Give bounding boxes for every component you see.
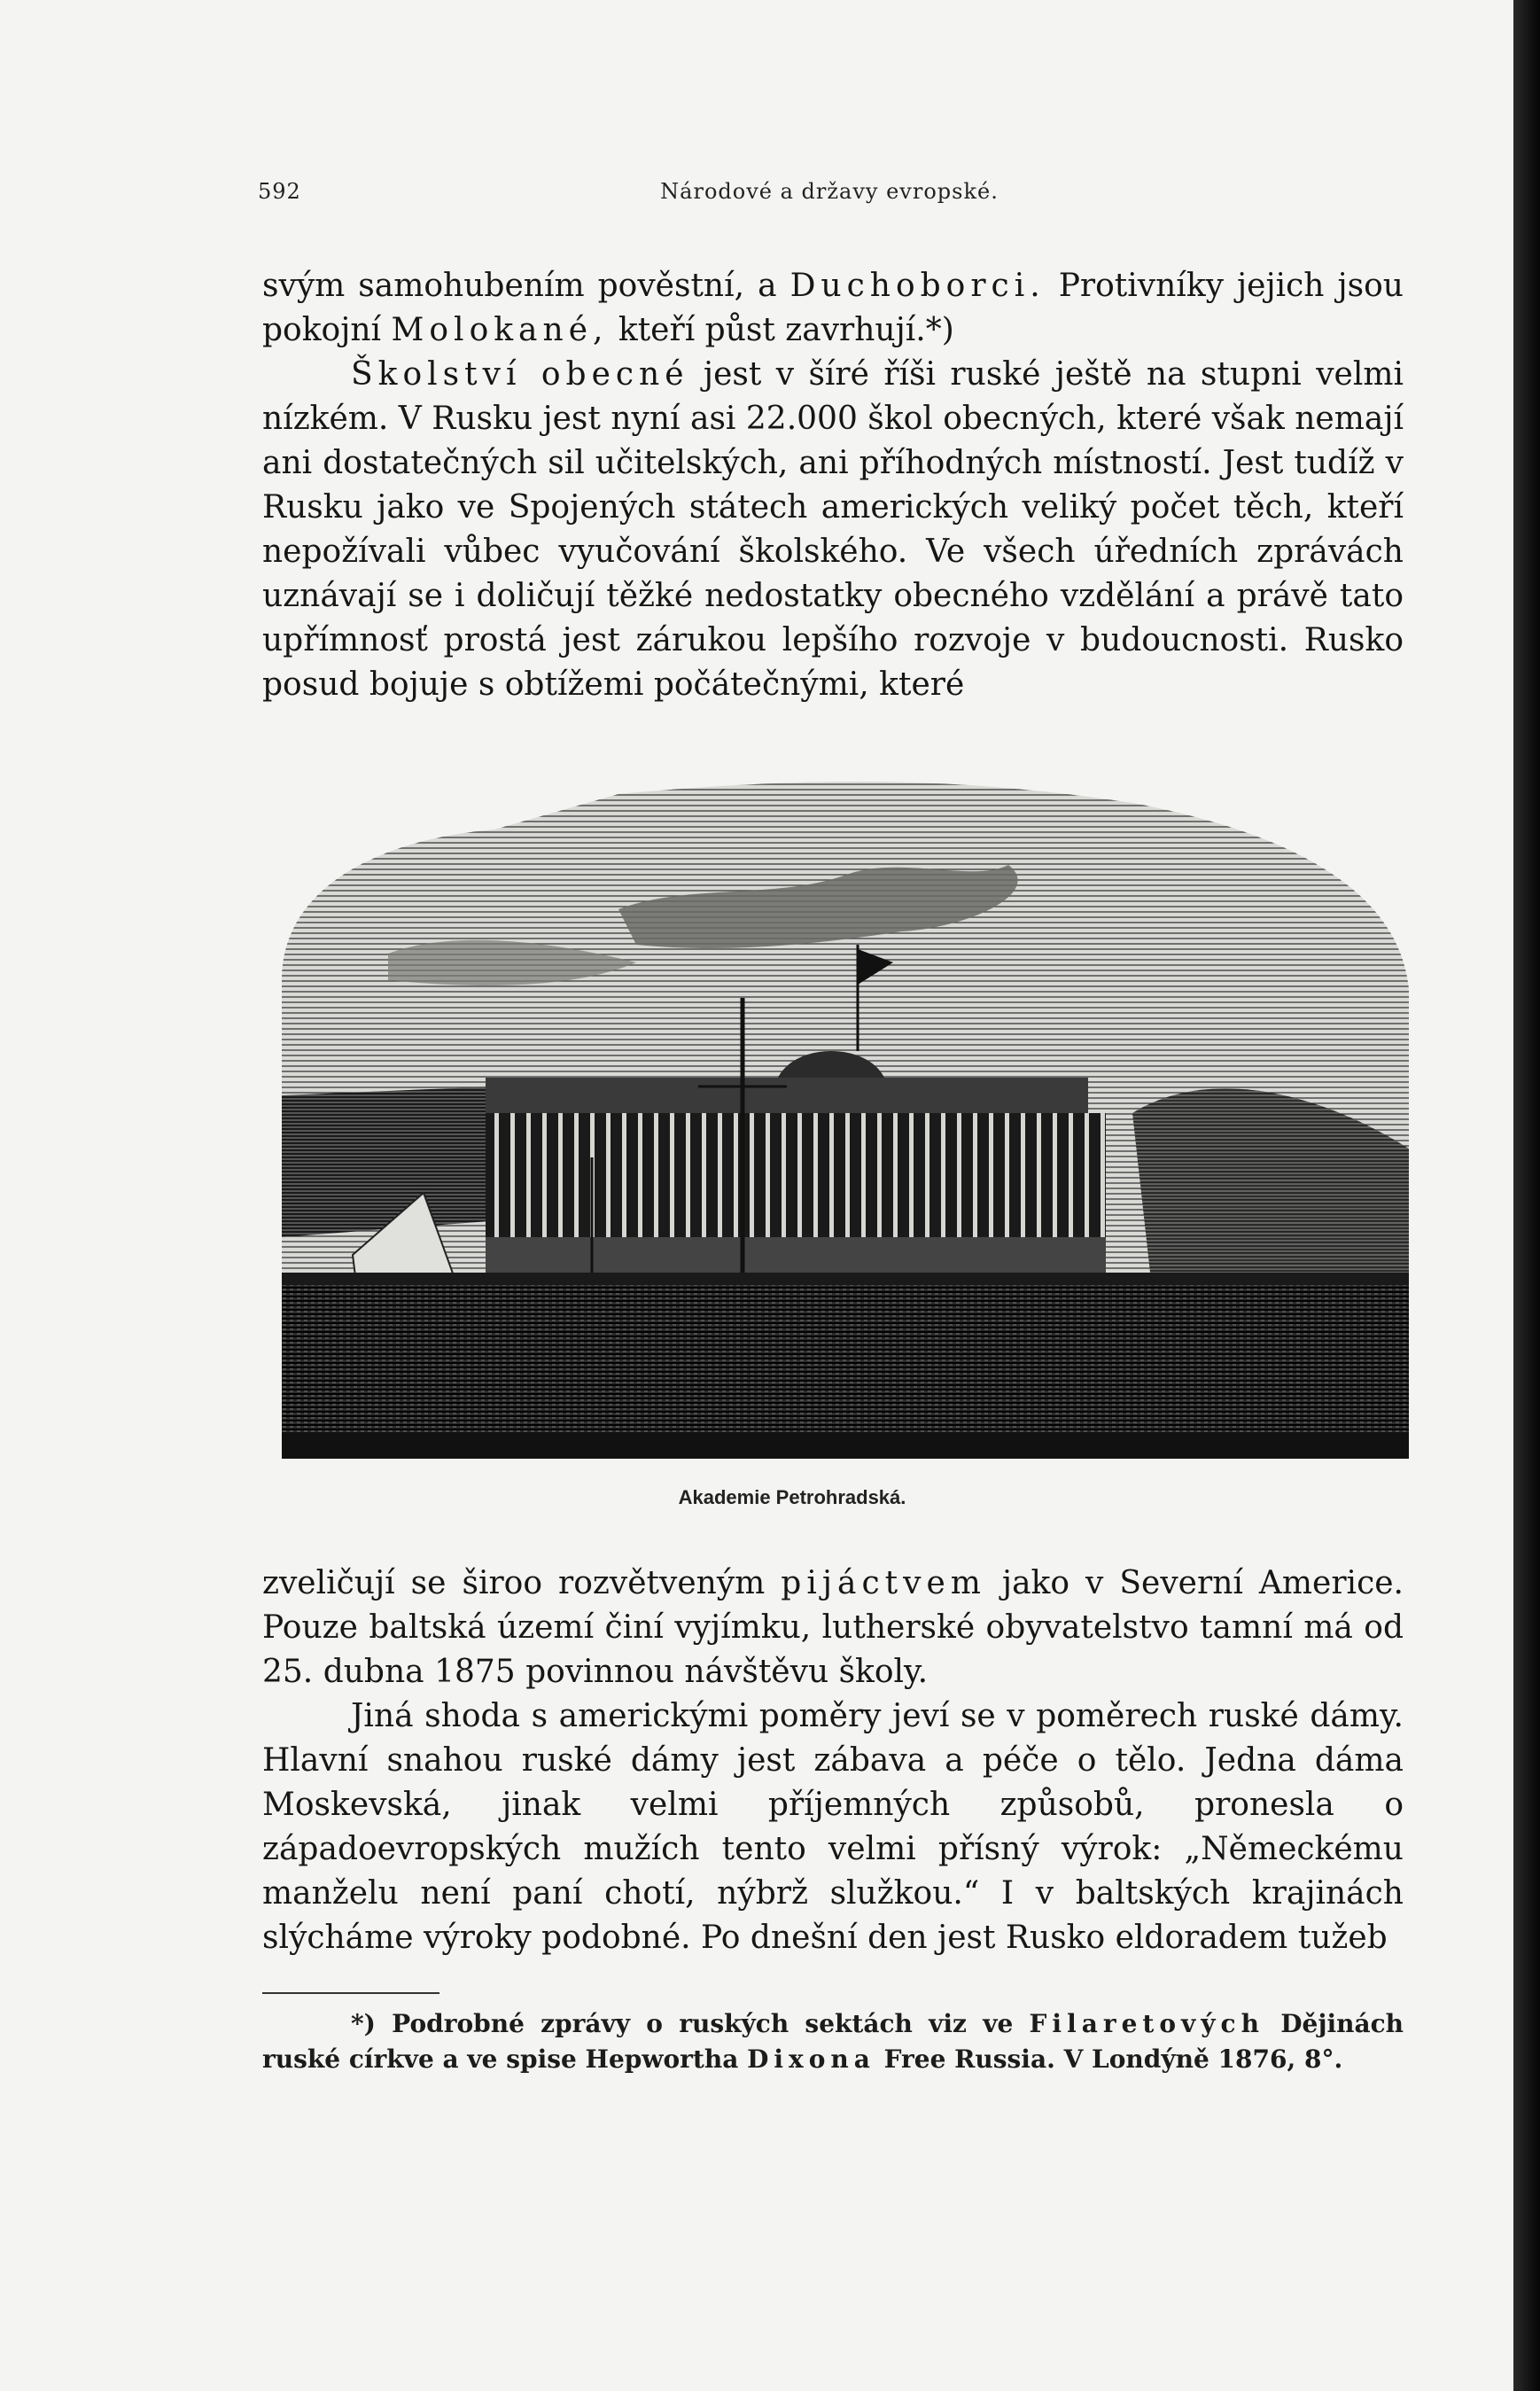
text-run: *) Podrobné zprávy o ruských sektách viz ve bbox=[351, 2009, 1030, 2038]
text-run: jako v Severní Americe. Pouze baltská území činí vyjímku, lutherské obyvatelstvo tamní má od 25. dubna 1875 povinnou návštěvu školy. bbox=[262, 1565, 1404, 1690]
body-text-bottom bbox=[262, 1562, 1404, 1960]
running-title: Národové a državy evropské. bbox=[660, 179, 999, 204]
text-run: Protivníky jejich jsou pokojní bbox=[262, 268, 1404, 348]
text-run: Dějinách ruské církve a ve spise Hepwortha bbox=[262, 2009, 1404, 2074]
spaced-term: Školství obecné bbox=[351, 356, 689, 393]
academy-engraving bbox=[282, 776, 1409, 1459]
spaced-term: Duchoborci. bbox=[789, 268, 1046, 304]
paragraph: Jiná shoda s americkými poměry jeví se v poměrech ruské dámy. Hlavní snahou ruské dámy jest zábava a péče o tělo. Jedna dáma Moskevská, jinak velmi příjemných způsobů, pronesla o západoevropských mužích tento velmi přísný výrok: „Německému manželu není paní chotí, nýbrž služkou.“ I v baltských krajinách slýcháme výroky podobné. Po dnešní den jest Rusko eldoradem tužeb bbox=[262, 1698, 1404, 1956]
figure-caption: Akademie Petrohradská. bbox=[678, 1486, 906, 1508]
footnote-rule bbox=[262, 1992, 439, 1994]
spaced-term: Molokané, bbox=[391, 312, 609, 348]
page-number: 592 bbox=[258, 179, 301, 204]
spaced-term: pijáctvem bbox=[781, 1565, 986, 1601]
footnote-text bbox=[262, 2006, 1404, 2077]
text-run: Free Russia. V Londýně 1876, 8°. bbox=[875, 2044, 1343, 2074]
engraving-illustration bbox=[282, 776, 1409, 1459]
body-text-top bbox=[262, 264, 1404, 707]
spaced-term: Filaretových bbox=[1029, 2009, 1264, 2038]
text-run: svým samohubením pověstní, a bbox=[262, 268, 790, 304]
paragraph bbox=[262, 264, 1404, 353]
text-run: kteří půst zavrhují.*) bbox=[608, 312, 954, 348]
paragraph bbox=[262, 1562, 1404, 1694]
spaced-term: Dixona bbox=[747, 2044, 875, 2074]
text-run: jest v šíré říši ruské ještě na stupni velmi nízkém. V Rusku jest nyní asi 22.000 škol obecných, které však nemají ani dostatečných sil učitelských, ani příhodných místností. Jest tudíž v Rusku jako ve Spojených státech amerických veliký počet těch, kteří nepožívali vůbec vyučování školského. Ve všech úředních zprávách uznávají se i doličují těžké nedostatky obecného vzdělání a právě tato upřímnosť prostá jest zárukou lepšího rozvoje v budoucnosti. Rusko posud bojuje s obtížemi počátečnými, které bbox=[262, 356, 1404, 703]
footnote bbox=[262, 2006, 1404, 2077]
page-header bbox=[258, 179, 1401, 214]
paragraph bbox=[262, 353, 1404, 707]
text-run: zveličují se široo rozvětveným bbox=[262, 1565, 782, 1601]
scan-border bbox=[1513, 0, 1540, 2391]
